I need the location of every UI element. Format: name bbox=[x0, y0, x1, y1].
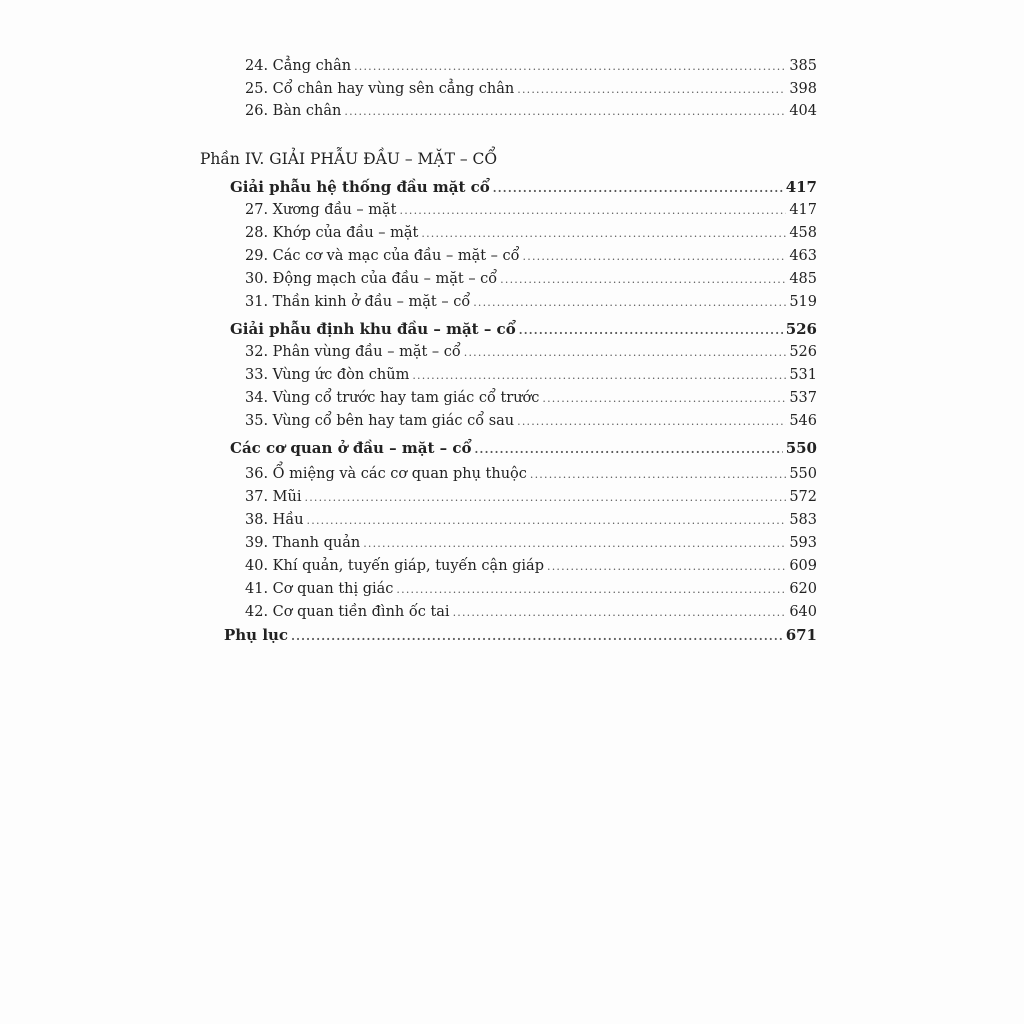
toc-entry bbox=[245, 601, 817, 623]
leader-dots bbox=[475, 439, 783, 461]
toc-entry-title: 35. Vùng cổ bên hay tam giác cổ sau bbox=[245, 413, 515, 429]
leader-dots bbox=[493, 178, 783, 200]
toc-entry-page: 583 bbox=[789, 512, 817, 528]
leader-dots bbox=[517, 79, 786, 101]
toc-entry-page: 398 bbox=[789, 81, 817, 97]
toc-section-page: 526 bbox=[785, 320, 817, 338]
toc-entry bbox=[245, 78, 817, 100]
toc-entry bbox=[245, 291, 817, 313]
leader-dots bbox=[500, 269, 786, 291]
toc-entry-page: 620 bbox=[789, 581, 817, 597]
toc-entry-title: 34. Vùng cổ trước hay tam giác cổ trước bbox=[245, 390, 540, 406]
toc-entry bbox=[245, 555, 817, 577]
toc-entry-title: 25. Cổ chân hay vùng sên cẳng chân bbox=[245, 81, 515, 97]
toc-entry-title: 39. Thanh quản bbox=[245, 535, 361, 551]
toc-entry bbox=[245, 463, 817, 485]
leader-dots bbox=[530, 464, 786, 486]
toc-entry-page: 537 bbox=[789, 390, 817, 406]
toc-entry-title: 27. Xương đầu – mặt bbox=[245, 202, 397, 218]
toc-entry-title: 28. Khớp của đầu – mặt bbox=[245, 225, 419, 241]
toc-entry-title: 40. Khí quản, tuyến giáp, tuyến cận giáp bbox=[245, 558, 544, 574]
toc-entry bbox=[245, 100, 817, 122]
leader-dots bbox=[412, 365, 786, 387]
toc-entry-page: 385 bbox=[789, 58, 817, 74]
toc-entry-title: 41. Cơ quan thị giác bbox=[245, 581, 394, 597]
toc-section-title: Giải phẫu hệ thống đầu mặt cổ bbox=[230, 178, 490, 196]
toc-entry-title: 38. Hầu bbox=[245, 512, 304, 528]
toc-entry-page: 463 bbox=[789, 248, 817, 264]
leader-dots bbox=[523, 246, 787, 268]
toc-section bbox=[230, 176, 817, 198]
toc-section bbox=[230, 437, 817, 459]
leader-dots bbox=[464, 342, 787, 364]
toc-entry-page: 458 bbox=[789, 225, 817, 241]
leader-dots bbox=[344, 101, 786, 123]
leader-dots bbox=[291, 626, 783, 648]
leader-dots bbox=[400, 200, 787, 222]
toc-entry-page: 593 bbox=[789, 535, 817, 551]
toc-entry-title: 42. Cơ quan tiền đình ốc tai bbox=[245, 604, 450, 620]
toc-entry-title: 36. Ổ miệng và các cơ quan phụ thuộc bbox=[245, 466, 527, 482]
toc-entry bbox=[245, 222, 817, 244]
toc-appendix bbox=[224, 624, 817, 646]
leader-dots bbox=[421, 223, 786, 245]
toc-entry-page: 550 bbox=[789, 466, 817, 482]
toc-entry bbox=[245, 410, 817, 432]
toc-entry-title: 32. Phân vùng đầu – mặt – cổ bbox=[245, 344, 461, 360]
leader-dots bbox=[396, 579, 786, 601]
toc-entry-page: 404 bbox=[789, 103, 817, 119]
toc-appendix-title: Phụ lục bbox=[224, 626, 289, 644]
toc-entry bbox=[245, 55, 817, 77]
toc-entry bbox=[245, 387, 817, 409]
part-heading: Phần IV. GIẢI PHẪU ĐẦU – MẶT – CỔ bbox=[200, 150, 498, 168]
leader-dots bbox=[547, 556, 786, 578]
toc-entry bbox=[245, 578, 817, 600]
leader-dots bbox=[517, 411, 786, 433]
toc-entry-page: 531 bbox=[789, 367, 817, 383]
leader-dots bbox=[542, 388, 786, 410]
toc-entry-title: 26. Bàn chân bbox=[245, 103, 342, 119]
leader-dots bbox=[354, 56, 786, 78]
toc-entry bbox=[245, 341, 817, 363]
leader-dots bbox=[519, 320, 783, 342]
toc-entry-page: 526 bbox=[789, 344, 817, 360]
toc-entry-title: 30. Động mạch của đầu – mặt – cổ bbox=[245, 271, 498, 287]
leader-dots bbox=[453, 602, 787, 624]
toc-entry bbox=[245, 268, 817, 290]
toc-section-title: Các cơ quan ở đầu – mặt – cổ bbox=[230, 439, 472, 457]
toc-entry-page: 546 bbox=[789, 413, 817, 429]
toc-section bbox=[230, 318, 817, 340]
toc-entry-page: 572 bbox=[789, 489, 817, 505]
toc-entry-title: 24. Cẳng chân bbox=[245, 58, 352, 74]
toc-section-page: 417 bbox=[785, 178, 817, 196]
toc-entry-page: 640 bbox=[789, 604, 817, 620]
toc-entry-title: 33. Vùng ức đòn chũm bbox=[245, 367, 410, 383]
toc-entry bbox=[245, 509, 817, 531]
toc-entry bbox=[245, 486, 817, 508]
toc-entry-page: 609 bbox=[789, 558, 817, 574]
toc-entry-page: 417 bbox=[789, 202, 817, 218]
leader-dots bbox=[307, 510, 787, 532]
leader-dots bbox=[363, 533, 786, 555]
toc-appendix-page: 671 bbox=[785, 626, 817, 644]
toc-entry-title: 29. Các cơ và mạc của đầu – mặt – cổ bbox=[245, 248, 520, 264]
toc-entry-page: 485 bbox=[789, 271, 817, 287]
toc-section-page: 550 bbox=[785, 439, 817, 457]
leader-dots bbox=[473, 292, 786, 314]
toc-entry bbox=[245, 364, 817, 386]
leader-dots bbox=[305, 487, 787, 509]
toc-entry-page: 519 bbox=[789, 294, 817, 310]
toc-section-title: Giải phẫu định khu đầu – mặt – cổ bbox=[230, 320, 516, 338]
toc-entry-title: 37. Mũi bbox=[245, 489, 302, 505]
toc-entry bbox=[245, 532, 817, 554]
toc-entry bbox=[245, 199, 817, 221]
toc-entry-title: 31. Thần kinh ở đầu – mặt – cổ bbox=[245, 294, 471, 310]
toc-entry bbox=[245, 245, 817, 267]
